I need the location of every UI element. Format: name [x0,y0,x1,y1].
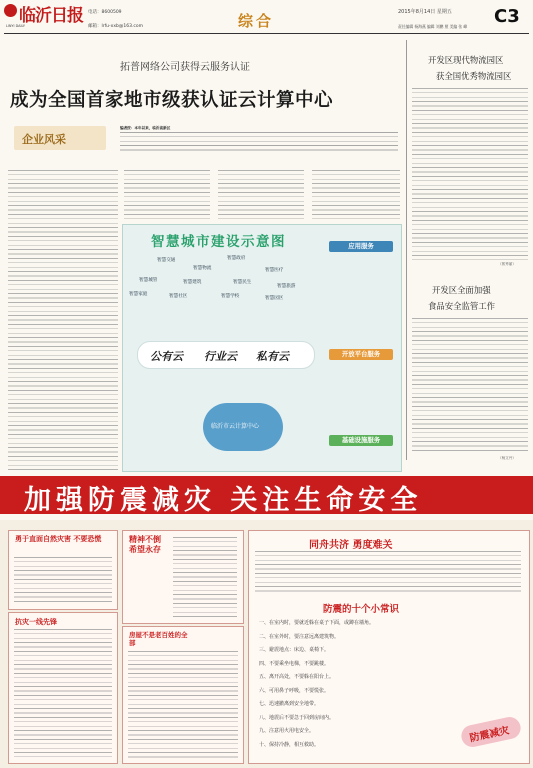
tips-title: 防震的十个小常识 [323,604,400,615]
right-top-body [412,88,528,260]
column-banner-text: 企业风采 [22,133,66,146]
cloud-label: 私有云 [256,350,289,363]
tip-item: 四、不要乘坐电梯，不要跳楼。 [259,660,330,667]
tip-item: 六、可用鼻子呼吸，不要慌张。 [259,687,330,694]
story-box-1-body [14,557,112,605]
editor-note-body [120,132,398,152]
editor-line: 责任编辑 杨海燕 编辑 刘鹏 照 美编 张 峰 [398,24,468,29]
layer-platform: 开放平台服务 [329,349,393,360]
item-label: 智慧城管 [139,278,158,283]
bottom-panel [0,520,533,768]
cloud-center-label: 临沂市云计算中心 [211,423,260,430]
stamp-badge [459,715,522,749]
tip-item: 五、离开高处，不要躲在阳台上。 [259,674,335,680]
stamp-text: 防震减灾 [468,725,511,745]
issue-date: 2015年8月14日 星期五 [398,9,452,15]
email [88,23,143,29]
story-box-3-title: 精神不倒 希望永存 [129,535,161,554]
item-label: 智慧政府 [227,256,246,261]
layer-app: 应用服务 [329,241,393,252]
story-box-3-body [173,537,237,619]
cloud-center [203,403,283,451]
tip-item: 十、保持冷静，相互救助。 [259,741,320,748]
tip-item: 三、避震地点：床边、桌椅下。 [259,647,330,653]
right-mid-byline: （杨文丹） [498,456,516,460]
safety-banner [0,476,533,514]
right-top-title-2: 获全国优秀物流园区 [436,71,512,81]
story-box-2-body [14,629,112,757]
story-box-1 [8,530,118,610]
right-mid-title-1: 开发区全面加强 [432,285,491,295]
masthead-logo-sub: LINYI DAILY [6,24,25,28]
item-label: 智慧社区 [169,294,188,299]
item-label: 智慧旅游 [277,284,296,289]
story-box-4 [122,626,244,764]
lead-kicker: 拓普网络公司获得云服务认证 [120,62,250,73]
lead-body-col4 [312,170,400,220]
hotline-value: 8600509 [101,10,122,15]
cloud-label: 公有云 [150,350,183,363]
lead-body-col2 [124,170,210,220]
diagram-items [129,253,315,301]
hotline-label: 电话： [88,10,102,15]
story-box-1-title: 勇于直面自然灾害 不要恐慌 [15,535,102,543]
page-number: C3 [494,6,520,27]
item-label: 智慧学校 [221,294,240,299]
right-mid-body [412,318,528,454]
item-label: 智慧交通 [157,258,176,263]
column-divider [406,40,407,460]
tip-item: 八、地震后不要急于回到房间内。 [259,714,335,721]
story-box-4-body [128,651,238,759]
masthead-logo: 临沂日报 [19,6,83,26]
layer-infra: 基础设施服务 [329,435,393,446]
editor-note-lead: 编者按：本年以来，临沂高新区 [120,126,171,130]
logo-icon [4,4,17,17]
story-box-4-title: 房屋不是老百姓的全部 [129,631,188,647]
tip-item: 一、在室内时，要就近躲在桌子下面，或蹲在墙角。 [259,620,375,626]
masthead [0,0,533,36]
item-label: 智慧家庭 [129,292,148,297]
item-label: 智慧建筑 [183,280,202,285]
column-banner [14,126,106,150]
story-box-5-body [255,551,521,595]
tip-item: 七、迅速撤离到安全地带。 [259,701,320,707]
story-box-2 [8,612,118,764]
story-box-5-title: 同舟共济 勇度难关 [309,540,393,551]
story-box-5 [248,530,530,764]
right-top-byline: （郭秀丽） [498,262,516,266]
story-box-3 [122,530,244,624]
section-title: 综合 [238,12,275,30]
right-top-title-1: 开发区现代物流园区 [428,55,504,65]
item-label: 智慧园区 [265,296,284,301]
email-label: 邮箱： [88,24,102,29]
item-label: 智慧医疗 [265,268,284,273]
diagram-title: 智慧城市建设示意图 [151,234,286,250]
email-value: lrfu-xxb@163.com [101,24,143,29]
item-label: 智慧民生 [233,280,252,285]
cloud-row [137,341,315,369]
tip-item: 九、注意用火用电安全。 [259,728,315,734]
item-label: 智慧物流 [193,266,212,271]
lead-body-col1 [8,170,118,470]
safety-banner-text: 加强防震减灾 关注生命安全 [24,485,423,516]
smart-city-diagram [122,224,402,472]
right-mid-title-2: 食品安全监管工作 [428,301,495,311]
cloud-label: 行业云 [204,350,237,363]
tip-item: 二、在室外时，要注意远离建筑物。 [259,633,340,640]
lead-headline: 成为全国首家地市级获认证云计算中心 [10,90,334,111]
hotline [88,9,122,15]
tips-list [259,619,449,754]
lead-body-col3 [218,170,304,220]
story-box-2-title: 抗灾一线先锋 [15,618,57,626]
